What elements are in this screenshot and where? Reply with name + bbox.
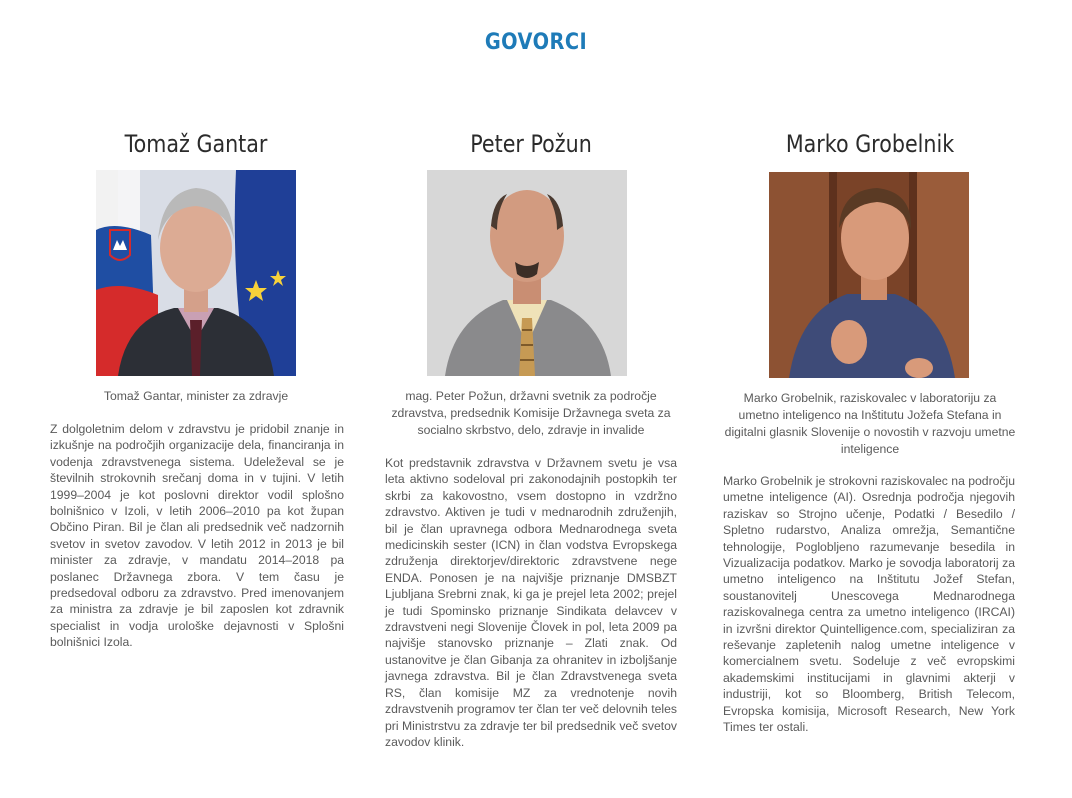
speaker-photo: [769, 172, 969, 378]
speaker-bio: Kot predstavnik zdravstva v Državnem svetu je vsa leta aktivno sodeloval pri zakonodajnih postopkih ter skrbi za kakovostno, vsem dostopno in vzdržno zdravstvo. Aktiven je tudi v mednarodnih združenjih, bil je član upravnega odbora Mednarodnega sveta medicinskih sester (ICN) in član vodstva Evropskega združenja direktorjev/direktoric zdravstvene nege ENDA. Ponosen je na najvišje priznanje DMSBZT Ljubljana Srebrni znak, ki ga je prejel leta 2002; prejel je tudi Spominsko priznanje Sindikata delavcev v zdravstveni negi Slovenije Človek in pol, leta 2009 pa najvišje stanovsko priznanje – Zlati znak. Od ustanovitve je član Gibanja za ohranitev in izboljšanje javnega zdravstva. Bil je član Zdravstvenega sveta RS, član komisije MZ za vrednotenje novih zdravstvenih programov ter član ter več delovnih teles pri Ministrstvu za zdravje ter bil predsednik več svetov zavodov klinik.: [385, 456, 677, 749]
speaker-caption: Tomaž Gantar, minister za zdravje: [103, 389, 289, 403]
speaker-bio: Z dolgoletnim delom v zdravstvu je pridobil znanje in izkušnje na področjih organizacije dela, financiranja in vodenja zdravstvenega sistema. Udeleževal se je številnih strokovnih srečanj doma in v tujini. V letih 1999–2004 je kot poslovni direktor vodil splošno bolnišnico v Izoli, v letih 2006–2010 pa kot župan Občino Piran. Bil je član ali predsednik več nadzornih svetov in svetov zavodov. V letih 2012 in 2013 je bil minister za zdravje, v mandatu 2014–2018 pa poslanec Državnega zbora. V tem času je predsedoval odboru za zdravstvo. Pred imenovanjem za ministra za zdravje je bil zaposlen kot zdravnik specialist in vodja urološke dejavnosti v Splošni bolnišnici Izola.: [50, 422, 344, 650]
speaker-card-tomaz-gantar: [48, 130, 344, 650]
speaker-name: Tomaž Gantar: [124, 130, 268, 158]
speaker-card-peter-pozun: [383, 130, 679, 749]
speaker-name: Peter Požun: [470, 130, 592, 158]
speaker-caption: mag. Peter Požun, državni svetnik za področje zdravstva, predsednik Komisije Državnega sveta za socialno skrbstvo, delo, zdravje in invalide: [391, 389, 671, 437]
speaker-caption: Marko Grobelnik, raziskovalec v laboratoriju za umetno inteligenco na Inštitutu Jožefa Stefana in digitalni glasnik Slovenije o novostih v razvoju umetne inteligence: [724, 391, 1016, 456]
page-title: GOVORCI: [484, 30, 588, 55]
speaker-name: Marko Grobelnik: [785, 130, 955, 158]
speaker-bio: Marko Grobelnik je strokovni raziskovalec na področju umetne inteligence (AI). Osrednja področja njegovih raziskav so Strojno učenje, Podatki / Besedilo / Spletno rudarstvo, Analiza omrežja, Semantične tehnologije, Poglobljeno razumevanje besedila in Vizualizacija podatkov. Marko je sovodja laboratorij za umetno inteligenco na Inštitutu Jožef Stefan, soustanovitelj Unescovega Mednarodnega raziskovalnega centra za umetno inteligenco (IRCAI) in izvršni direktor Quintelligence.com, specializiran za reševanje zapletenih nalog umetne inteligence v komercialnem svetu. Sodeluje z več evropskimi akademskimi institucijami in glavnimi akterji v industriji, kot so Bloomberg, British Telecom, Evropska komisija, Microsoft Research, New York Times ter ostali.: [723, 474, 1015, 735]
speaker-photo: [96, 170, 296, 376]
speaker-card-marko-grobelnik: [722, 130, 1018, 735]
speaker-photo: [427, 170, 627, 376]
